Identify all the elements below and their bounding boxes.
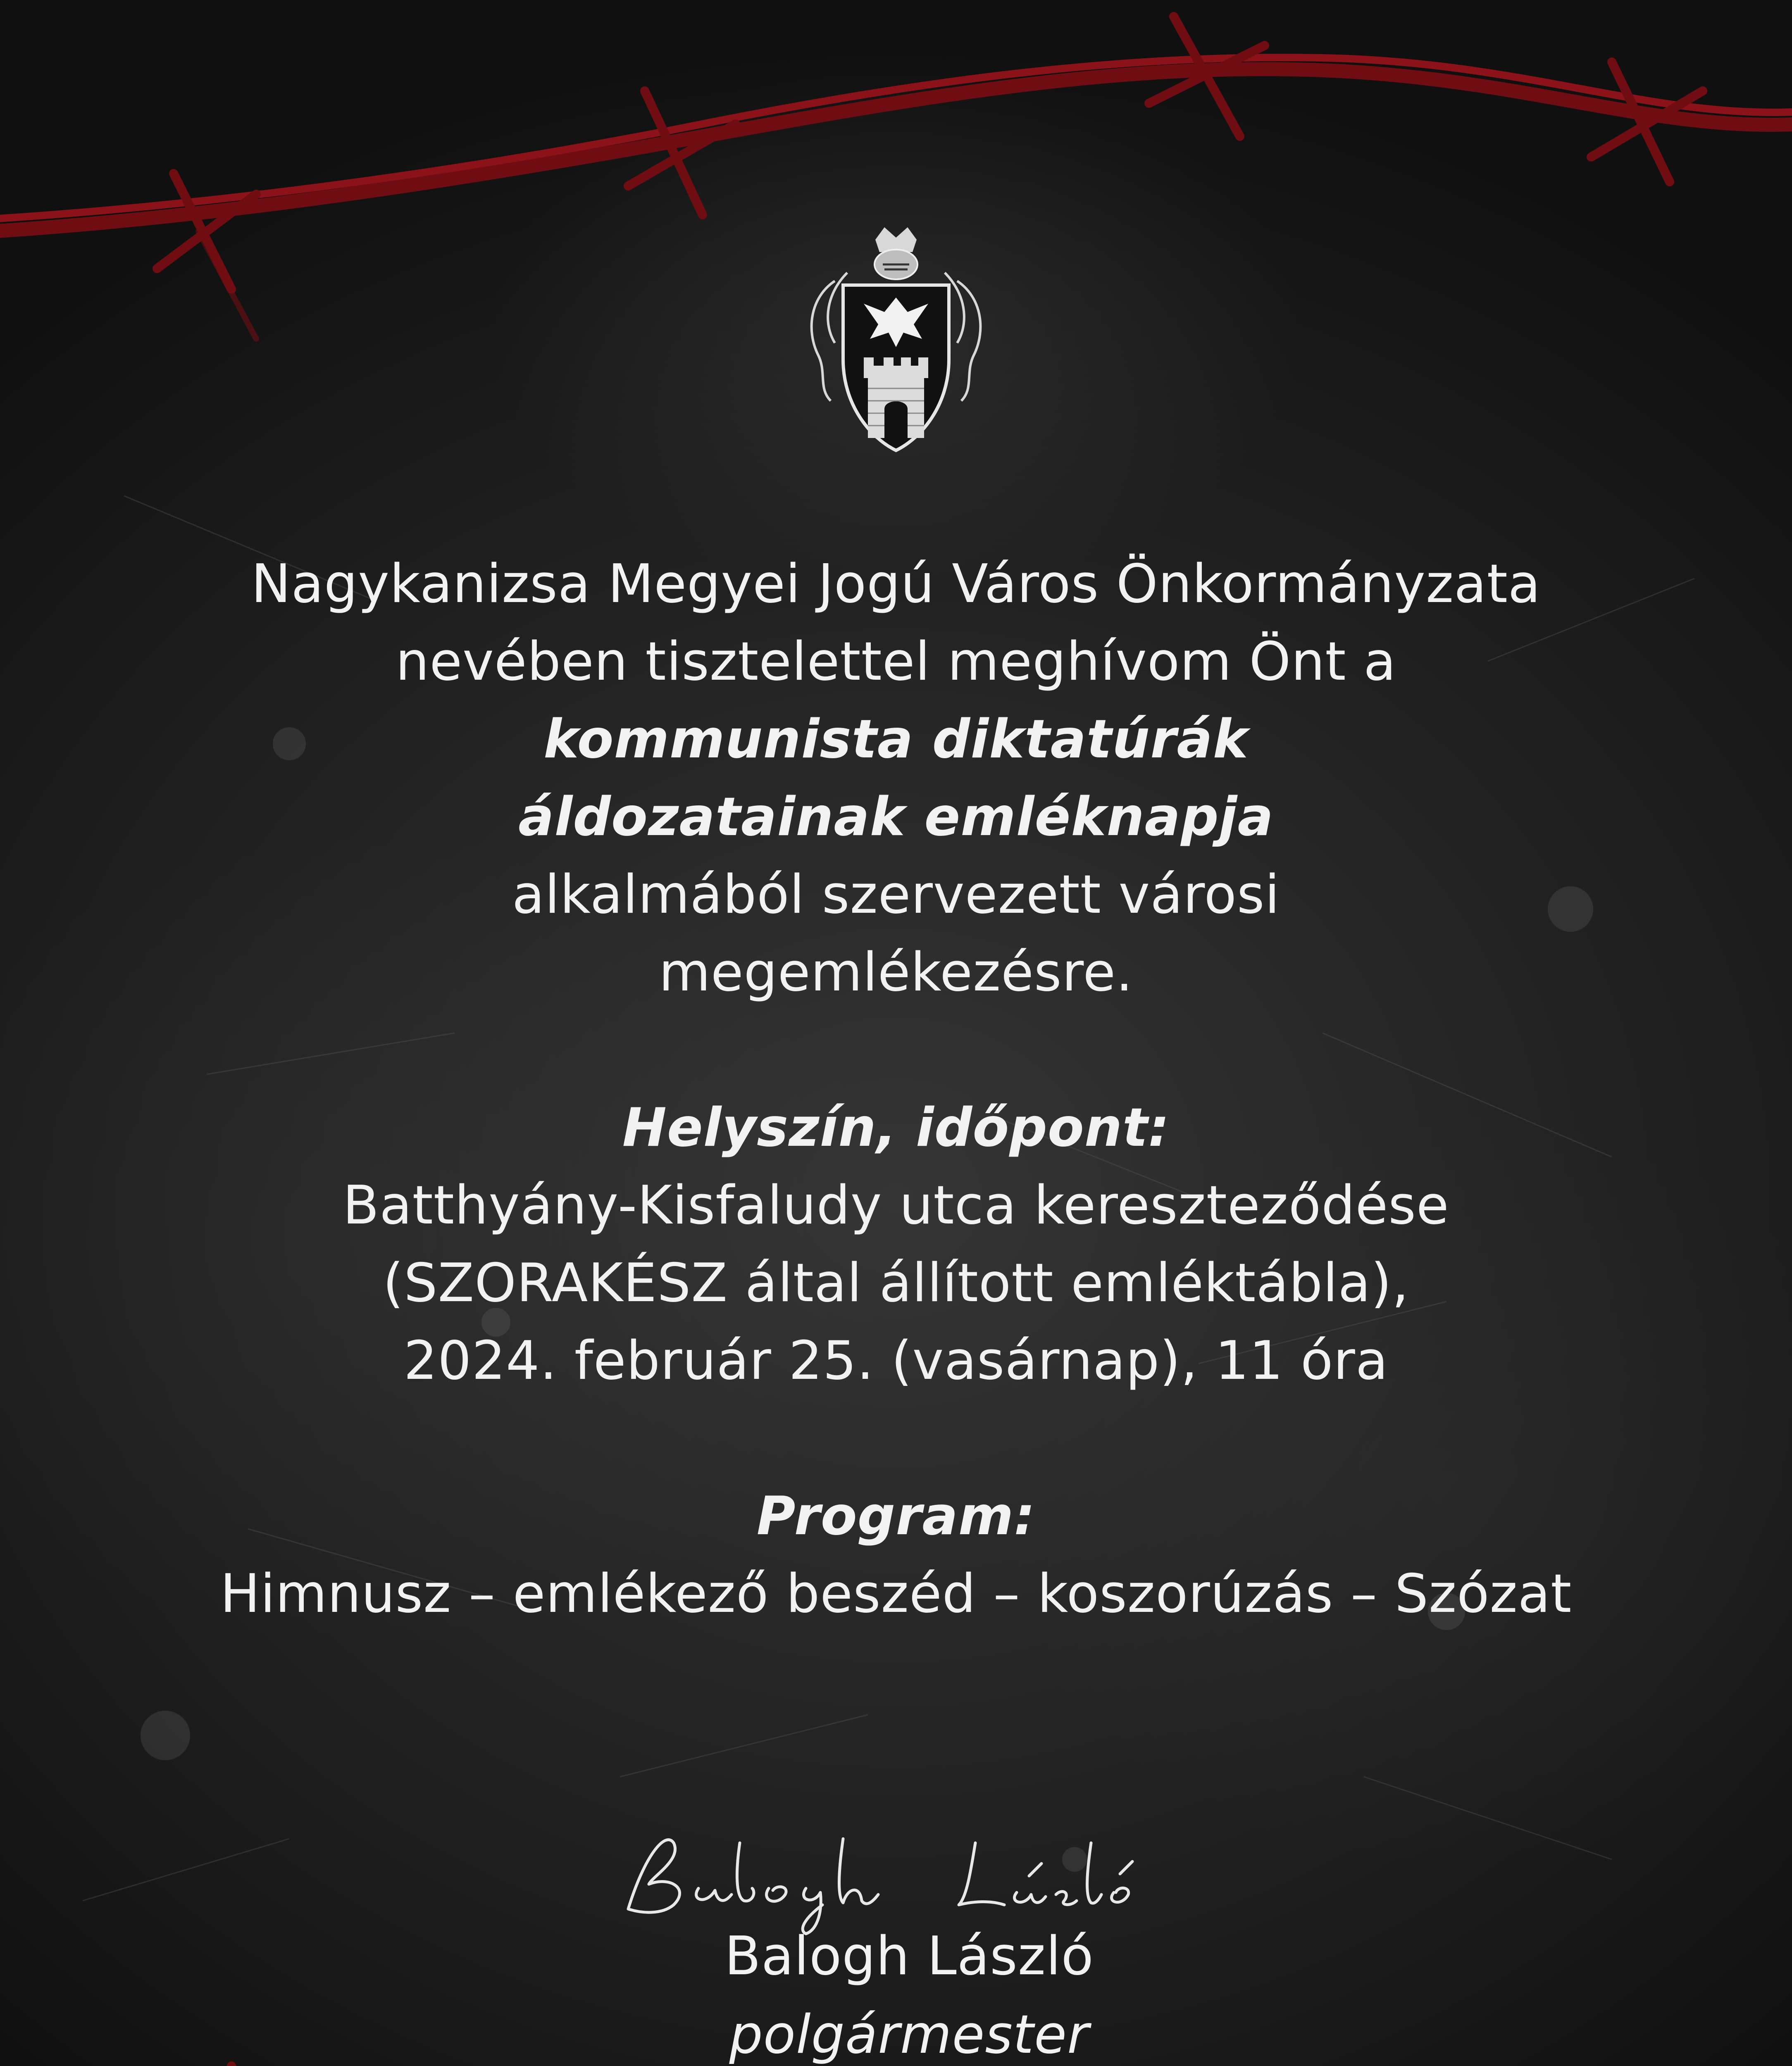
signer-title: polgármester	[729, 2004, 1089, 2066]
invitation-line: megemlékezésre.	[659, 942, 1133, 1003]
date-time-line: 2024. február 25. (vasárnap), 11 óra	[403, 1330, 1389, 1392]
location-line: Batthyány-Kisfaludy utca kereszteződése	[343, 1175, 1449, 1236]
event-name-line: áldozatainak emléknapja	[518, 786, 1274, 848]
city-coat-of-arms-icon	[802, 223, 990, 455]
invitation-line: alkalmából szervezett városi	[512, 864, 1280, 926]
spacer	[50, 1400, 1742, 1478]
invitation-line: nevében tisztelettel meghívom Önt a	[396, 631, 1396, 693]
location-line: (SZORAKÉSZ által állított emléktábla),	[383, 1252, 1409, 1314]
signer-name: Balogh László	[724, 1926, 1094, 1987]
event-name-line: kommunista diktatúrák	[543, 709, 1249, 770]
program-items: Himnusz – emlékező beszéd – koszorúzás – Szózat	[220, 1563, 1572, 1625]
signer-block	[579, 1917, 1240, 2066]
location-heading: Helyszín, időpont:	[622, 1097, 1170, 1159]
program-heading: Program:	[756, 1485, 1036, 1547]
invitation-text	[50, 545, 1742, 1633]
invitation-line: Nagykanizsa Megyei Jogú Város Önkormányzata	[251, 553, 1541, 615]
spacer	[50, 1012, 1742, 1089]
